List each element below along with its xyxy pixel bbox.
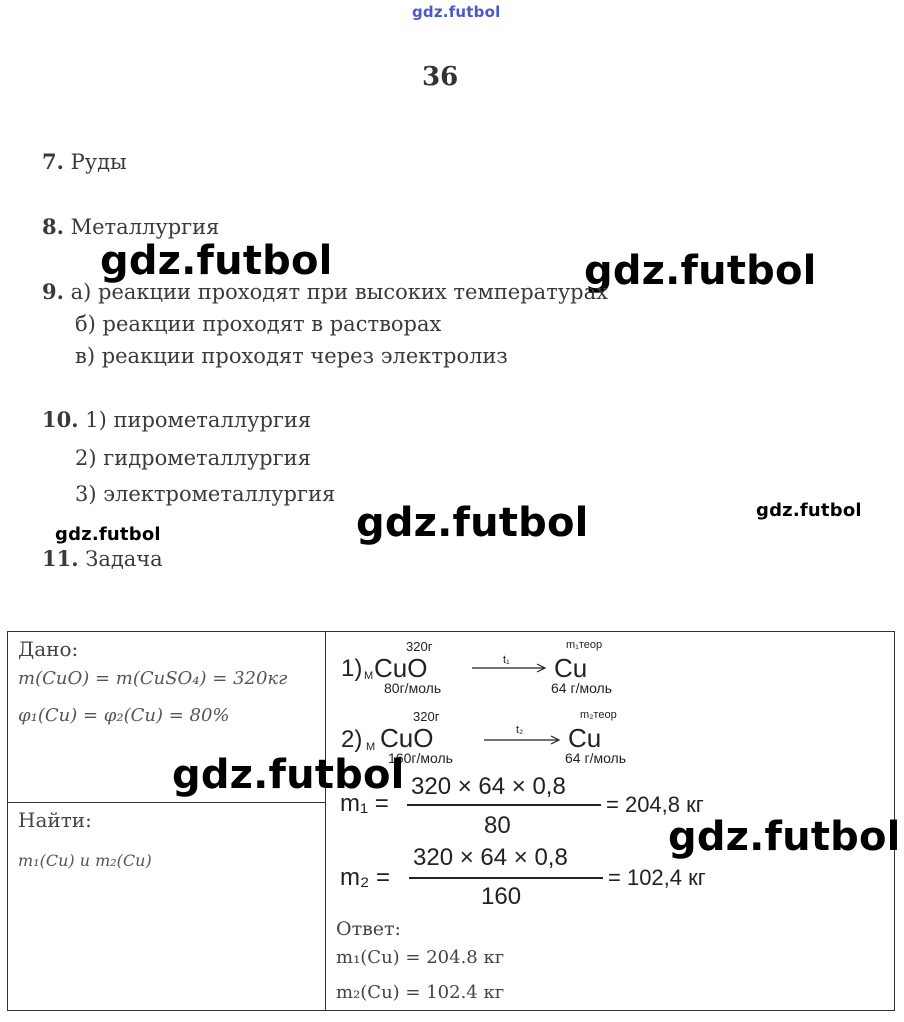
- molar-mass-sub: M: [366, 741, 376, 753]
- molar-mass: 160г/моль: [388, 750, 453, 766]
- arrow-label: t₁: [503, 654, 510, 666]
- formula-lhs: m₁ =: [340, 790, 389, 817]
- watermark: gdz.futbol: [584, 248, 817, 294]
- page-number: 36: [422, 62, 459, 92]
- item-10: [42, 407, 311, 432]
- answer-line: m₁(Cu) = 204.8 кг: [336, 947, 505, 968]
- find-line: m₁(Cu) и m₂(Cu): [18, 851, 152, 870]
- item-text: Металлургия: [70, 215, 220, 239]
- item-11: [42, 546, 163, 571]
- formula-result: = 102,4 кг: [608, 865, 706, 890]
- mass-above: m₁теор: [566, 639, 603, 651]
- reaction-number: 1): [341, 655, 363, 682]
- item-number: 9.: [42, 279, 64, 304]
- watermark: gdz.futbol: [100, 238, 333, 284]
- formula-result: = 204,8 кг: [606, 792, 704, 817]
- reactant: CuO: [374, 653, 428, 683]
- given-line: φ₁(Cu) = φ₂(Cu) = 80%: [18, 705, 230, 726]
- molar-mass: 64 г/моль: [551, 680, 613, 696]
- arrow-label: t₂: [516, 724, 524, 736]
- molar-mass-sub: M: [364, 670, 374, 682]
- item-10-c: 3) электрометаллургия: [75, 482, 336, 506]
- molar-mass: 80г/моль: [384, 680, 442, 696]
- answer-line: m₂(Cu) = 102.4 кг: [336, 982, 505, 1003]
- item-9-b: б) реакции проходят в растворах: [75, 312, 442, 336]
- item-number: 8.: [42, 214, 64, 239]
- item-number: 11.: [42, 546, 79, 571]
- fraction-denominator: 80: [484, 812, 511, 839]
- given-label: Дано:: [18, 637, 79, 661]
- answer-label: Ответ:: [336, 918, 401, 940]
- fraction-line: [409, 877, 603, 879]
- item-9-c: в) реакции проходят через электролиз: [75, 344, 508, 368]
- item-text: а) реакции проходят при высоких температурах: [70, 280, 608, 304]
- item-9: [42, 279, 608, 304]
- reaction-arrow-icon: [484, 735, 562, 745]
- product: Cu: [568, 723, 602, 753]
- item-number: 10.: [42, 407, 79, 432]
- mass-above: m₂теор: [580, 709, 617, 721]
- molar-mass: 64 г/моль: [565, 750, 627, 766]
- find-label: Найти:: [18, 808, 92, 832]
- mass-above: 320г: [413, 709, 440, 724]
- fraction-numerator: 320 × 64 × 0,8: [411, 773, 566, 800]
- item-10-b: 2) гидрометаллургия: [75, 446, 311, 470]
- mass-above: 320г: [406, 639, 433, 654]
- item-text: Руды: [70, 150, 127, 174]
- watermark-top: gdz.futbol: [412, 3, 501, 21]
- item-7: [42, 149, 127, 174]
- table-divider: [325, 631, 326, 1011]
- fraction-numerator: 320 × 64 × 0,8: [413, 844, 568, 871]
- watermark: gdz.futbol: [668, 814, 901, 860]
- item-number: 7.: [42, 149, 64, 174]
- formula-lhs: m₂ =: [340, 864, 390, 891]
- item-text: Задача: [85, 547, 163, 571]
- fraction-denominator: 160: [481, 883, 522, 910]
- item-text: 1) пирометаллургия: [85, 408, 312, 432]
- product: Cu: [554, 653, 588, 683]
- reaction-arrow-icon: [472, 663, 548, 673]
- watermark: gdz.futbol: [172, 752, 405, 798]
- given-line: m(CuO) = m(CuSO₄) = 320кг: [18, 668, 288, 689]
- reaction-number: 2): [341, 726, 363, 753]
- watermark: gdz.futbol: [756, 500, 862, 521]
- fraction-line: [407, 804, 601, 806]
- item-8: [42, 214, 219, 239]
- watermark: gdz.futbol: [356, 500, 589, 546]
- watermark: gdz.futbol: [55, 524, 161, 545]
- reactant: CuO: [380, 723, 434, 753]
- table-divider: [7, 802, 326, 803]
